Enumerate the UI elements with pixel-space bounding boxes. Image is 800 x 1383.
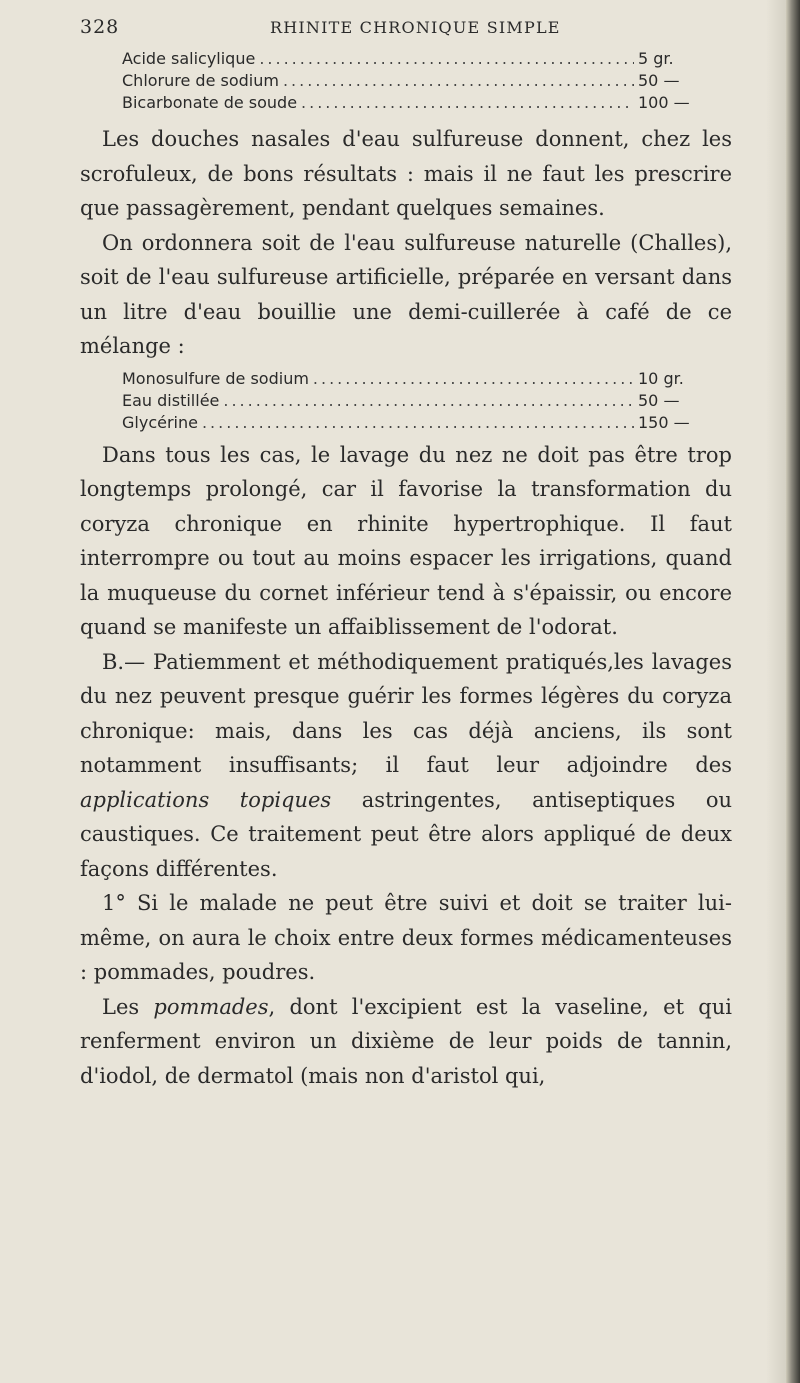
page-edge — [786, 0, 800, 1383]
leader-dots — [223, 390, 634, 412]
running-head-title: RHINITE CHRONIQUE SIMPLE — [270, 18, 561, 37]
ingredient-name: Chlorure de sodium — [122, 71, 279, 90]
pommades-text-end: , dont l'excipient est la vaseline, et qui renferment environ un dixième de leur poids de tannin, d'iodol, de dermatol (mais non d'aristol qui, — [80, 994, 732, 1088]
ingredient-name: Bicarbonate de soude — [122, 93, 298, 112]
formula-salicylic — [122, 48, 712, 114]
text-column — [80, 16, 732, 1093]
paragraph-item-1: 1° Si le malade ne peut être suivi et doit se traiter lui-même, on aura le choix entre deux formes médicamenteuses : pommades, poudres. — [80, 891, 732, 984]
ingredient-name: Monosulfure de sodium — [122, 368, 309, 388]
paragraph-lavage: Dans tous les cas, le lavage du nez ne doit pas être trop longtemps prolongé, car il favorise la transformation du coryza chronique en rhinite hypertrophique. Il faut interrompre ou tout au moins espacer les irrigations, quand la muqueuse du cornet inférieur tend à s'épaissir, ou encore quand se manifeste un affaiblissement de l'odorat. — [80, 442, 732, 639]
section-b-text-start: B.— Patiemment et méthodiquement pratiqués,les lavages du nez peuvent presque guérir les formes légères du coryza chronique: mais, dans les cas déjà anciens, ils sont notamment insuffisants; il faut leur adjoindre des — [80, 649, 732, 777]
paragraph-douches: Les douches nasales d'eau sulfureuse donnent, chez les scrofuleux, de bons résultats : mais il ne faut les prescrire que passagèrement, pendant quelques semaines. — [80, 127, 732, 220]
ingredient-name: Eau distillée — [122, 390, 220, 410]
formula-row — [122, 390, 712, 412]
section-b-text-end: astringentes, antiseptiques ou caustiques. Ce traitement peut être alors appliqué de deux façons différentes. — [80, 787, 732, 881]
formula-row — [122, 412, 712, 434]
paragraph-eau-sulfureuse: On ordonnera soit de l'eau sulfureuse naturelle (Challes), soit de l'eau sulfureuse artificielle, préparée en versant dans un litre d'eau bouillie une demi-cuillerée à café de ce mélange : — [80, 230, 732, 358]
leader-dots — [283, 70, 634, 92]
ingredient-quantity: 150 — — [638, 412, 690, 432]
leader-dots — [313, 368, 634, 390]
leader-dots — [259, 48, 634, 70]
paragraph-section-b — [80, 645, 732, 887]
ingredient-quantity: 5 gr. — [638, 49, 674, 68]
page-number: 328 — [80, 16, 120, 38]
running-head — [80, 16, 732, 46]
ingredient-quantity: 50 — — [638, 71, 680, 90]
leader-dots — [301, 92, 634, 114]
emphasis-applications-topiques: applications topiques — [80, 787, 332, 812]
formula-monosulfure — [122, 368, 712, 434]
ingredient-name: Acide salicylique — [122, 49, 256, 68]
formula-row — [122, 368, 712, 390]
formula-row — [122, 92, 712, 114]
formula-row — [122, 48, 712, 70]
ingredient-quantity: 100 — — [638, 93, 690, 112]
ingredient-name: Glycérine — [122, 412, 198, 432]
ingredient-quantity: 10 gr. — [638, 368, 684, 388]
emphasis-pommades: pommades — [153, 994, 269, 1019]
leader-dots — [202, 412, 634, 434]
pommades-text-start: Les — [102, 994, 154, 1019]
paragraph-pommades — [80, 990, 732, 1094]
page-gutter-shadow — [766, 0, 786, 1383]
ingredient-quantity: 50 — — [638, 390, 680, 410]
formula-row — [122, 70, 712, 92]
